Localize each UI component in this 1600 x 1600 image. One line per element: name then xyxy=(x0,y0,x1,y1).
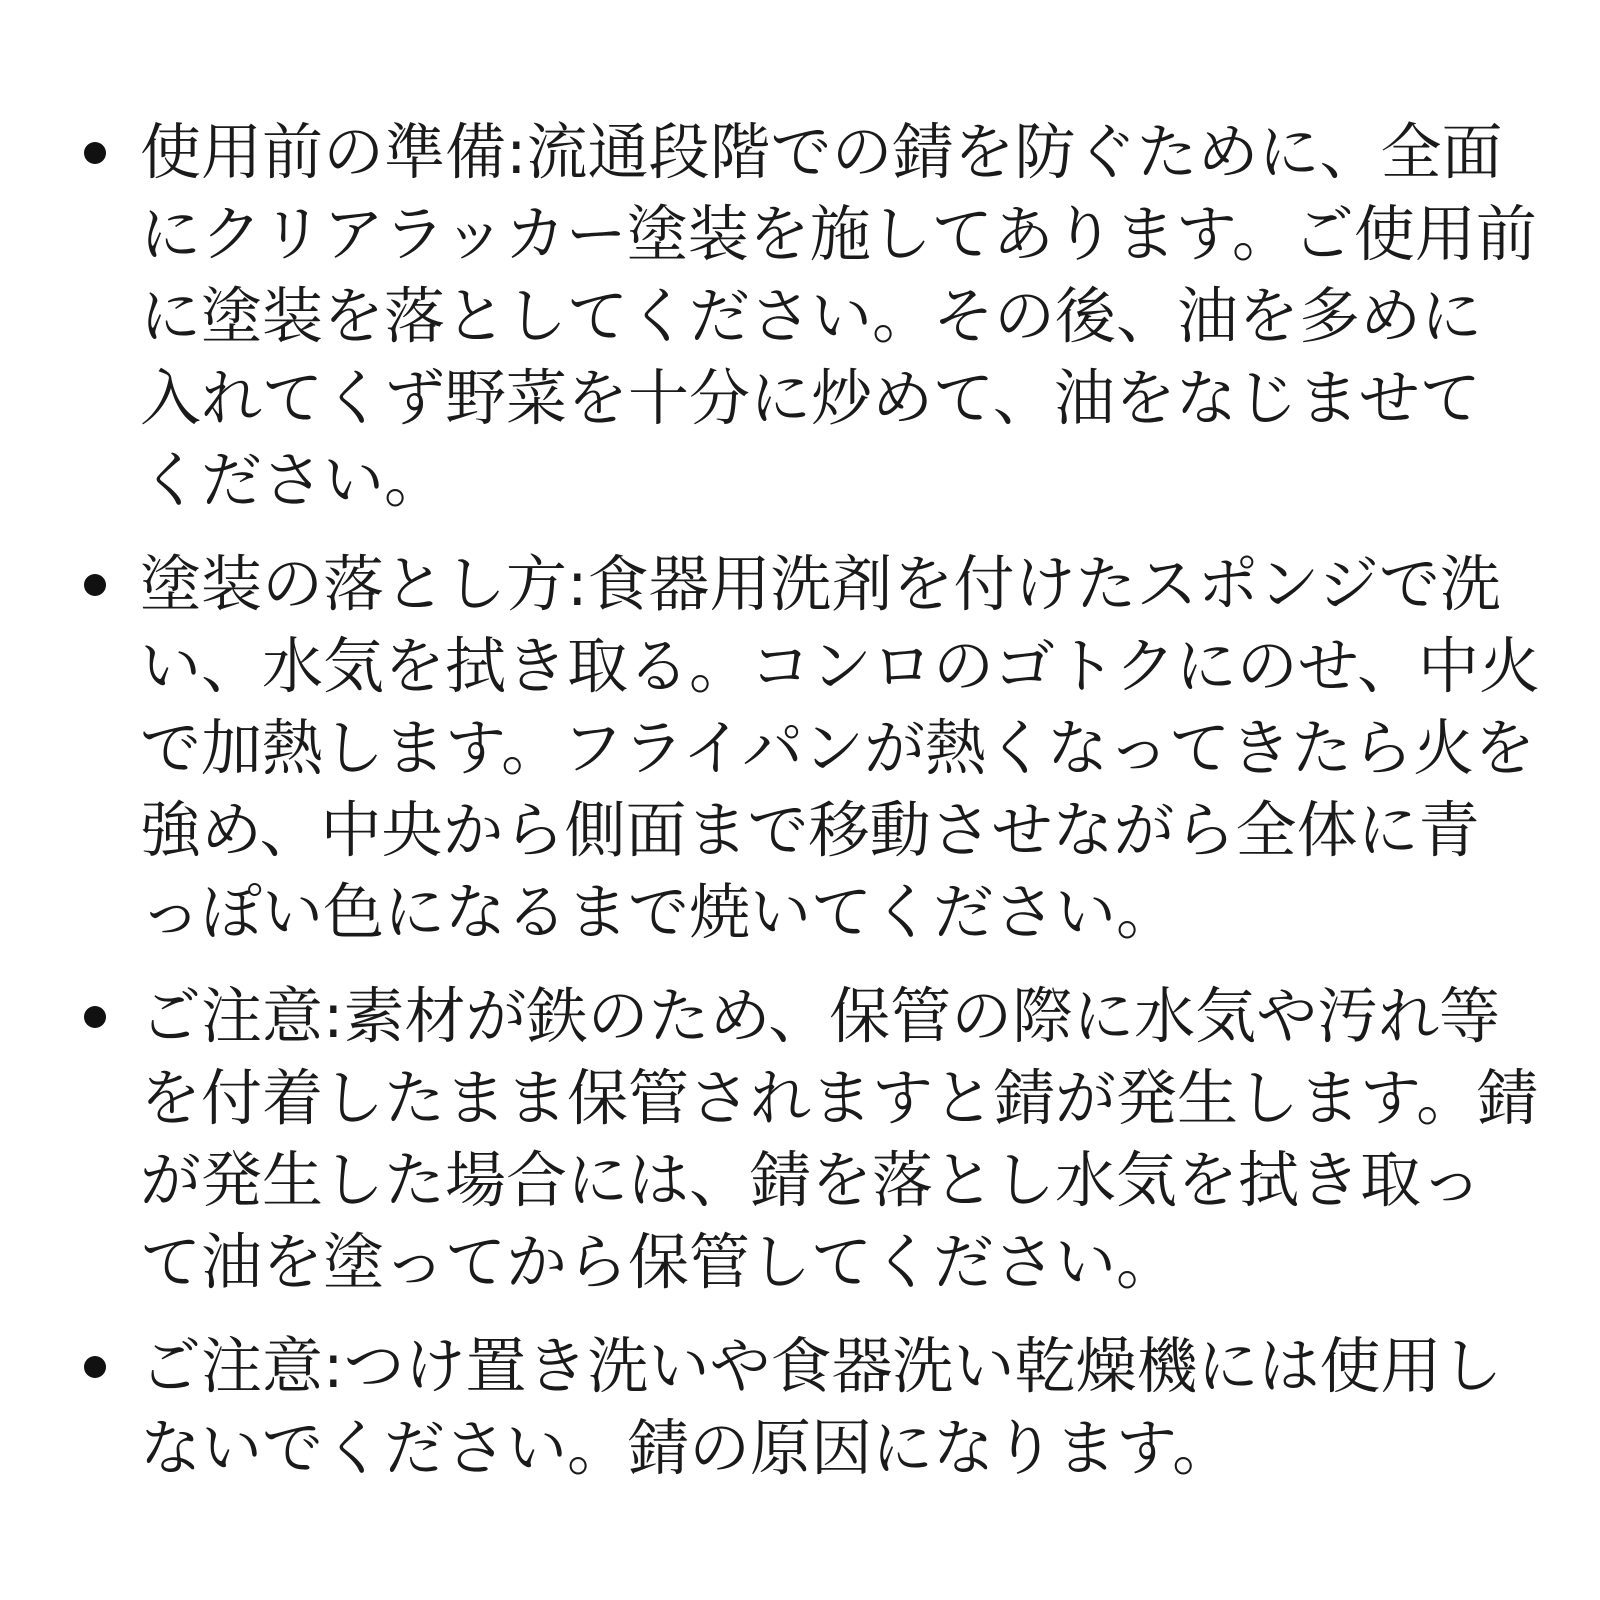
note-text: ご注意:素材が鉄のため、保管の際に水気や汚れ等を付着したまま保管されますと錆が発生します。錆が発生した場合には、錆を落とし水気を拭き取って油を塗ってから保管してください。 xyxy=(140,981,1539,1298)
note-text: ご注意:つけ置き洗いや食器洗い乾燥機には使用しないでください。錆の原因になります。 xyxy=(140,1331,1503,1484)
bullet-icon xyxy=(70,1326,140,1408)
list-item xyxy=(70,976,1570,1304)
list-item xyxy=(70,112,1570,522)
notes-list xyxy=(70,112,1570,1512)
list-item xyxy=(70,544,1570,954)
note-text: 塗装の落とし方:食器用洗剤を付けたスポンジで洗い、水気を拭き取る。コンロのゴトクにのせ、中火で加熱します。フライパンが熱くなってきたら火を強め、中央から側面まで移動させながら全体に青っぽい色になるまで焼いてください。 xyxy=(140,549,1540,948)
note-text: 使用前の準備:流通段階での錆を防ぐために、全面にクリアラッカー塗装を施してあります。ご使用前に塗装を落としてください。その後、油を多めに入れてくず野菜を十分に炒めて、油をなじませてください。 xyxy=(140,117,1537,516)
bullet-icon xyxy=(70,544,140,626)
bullet-icon xyxy=(70,112,140,194)
list-item xyxy=(70,1326,1570,1490)
bullet-icon xyxy=(70,976,140,1058)
